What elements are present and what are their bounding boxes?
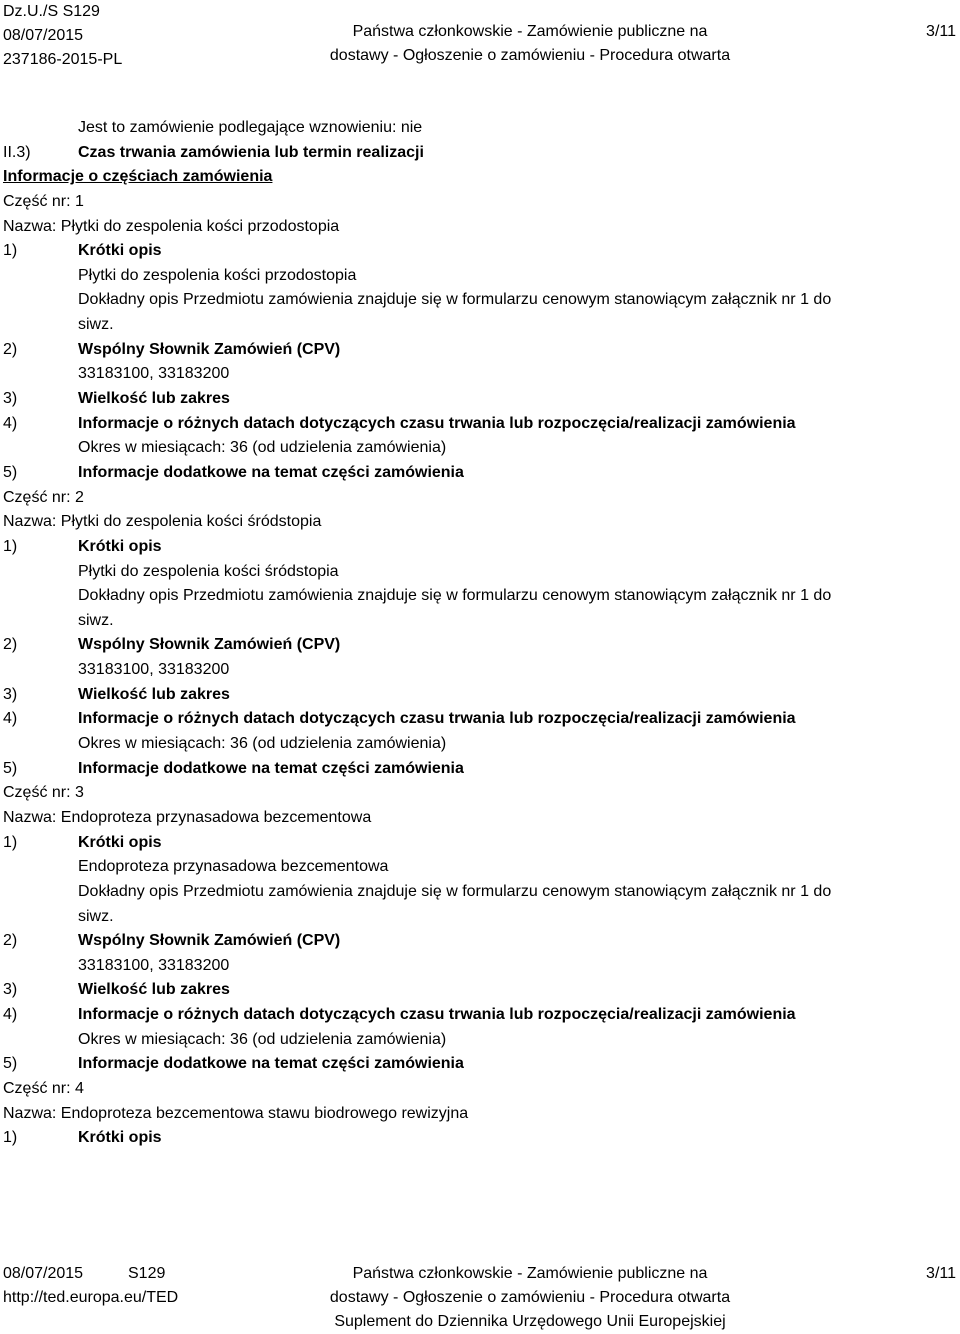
footer-title-line1: Państwa członkowskie - Zamówienie publiczne na (352, 1265, 708, 1282)
page-header (0, 0, 960, 70)
scope-heading: 3) Wielkość lub zakres (3, 685, 230, 703)
short-desc-text: Płytki do zespolenia kości śródstopia (78, 562, 339, 580)
short-desc-heading: 1) Krótki opis (3, 242, 162, 260)
footer-title-line3: Suplement do Dziennika Urzędowego Unii Europejskiej (334, 1313, 726, 1330)
cpv-heading: 2) Wspólny Słownik Zamówień (CPV) (3, 932, 341, 950)
short-desc-text: Endoproteza przynasadowa bezcementowa (78, 858, 389, 876)
footer-left (3, 1262, 178, 1310)
footer-title-line2: dostawy - Ogłoszenie o zamówieniu - Procedura otwarta (329, 1289, 731, 1306)
cpv-codes: 33183100, 33183200 (78, 365, 230, 383)
detail-text-cont: siwz. (78, 611, 114, 629)
footer-url: http://ted.europa.eu/TED (3, 1289, 179, 1306)
dates-heading: 4) Informacje o różnych datach dotyczących czasu trwania lub rozpoczęcia/realizacji zamówienia (3, 710, 796, 728)
detail-text-cont: siwz. (78, 907, 114, 925)
lot-number: Część nr: 4 (3, 1079, 84, 1097)
page-footer (0, 1262, 960, 1334)
footer-issue: S129 (128, 1265, 166, 1282)
renewal-line: Jest to zamówienie podlegające wznowieniu: nie (78, 119, 423, 136)
scope-heading: 3) Wielkość lub zakres (3, 981, 230, 999)
journal-ref: Dz.U./S S129 (3, 3, 100, 20)
dates-heading: 4) Informacje o różnych datach dotyczących czasu trwania lub rozpoczęcia/realizacji zamówienia (3, 414, 796, 432)
lot-name: Nazwa: Płytki do zespolenia kości przodostopia (3, 217, 340, 235)
lot-number: Część nr: 1 (3, 192, 84, 210)
lots-heading: Informacje o częściach zamówienia (3, 168, 273, 186)
cpv-codes: 33183100, 33183200 (78, 956, 230, 974)
section-heading: II.3) Czas trwania zamówienia lub termin realizacji (3, 143, 424, 161)
detail-text: Dokładny opis Przedmiotu zamówienia znajduje się w formularzu cenowym stanowiącym załącznik nr 1 do (78, 291, 832, 309)
short-desc-heading: 1) Krótki opis (3, 1129, 162, 1147)
extra-heading: 5) Informacje dodatkowe na temat części zamówienia (3, 463, 464, 481)
duration-text: Okres w miesiącach: 36 (od udzielenia zamówienia) (78, 1030, 447, 1048)
short-desc-heading: 1) Krótki opis (3, 833, 162, 851)
header-title-line1: Państwa członkowskie - Zamówienie publiczne na (352, 23, 708, 40)
detail-text-cont: siwz. (78, 316, 114, 334)
extra-heading: 5) Informacje dodatkowe na temat części zamówienia (3, 759, 464, 777)
duration-text: Okres w miesiącach: 36 (od udzielenia zamówienia) (78, 735, 447, 753)
header-left (3, 0, 122, 72)
header-title (290, 20, 770, 68)
extra-heading: 5) Informacje dodatkowe na temat części zamówienia (3, 1055, 464, 1073)
cpv-heading: 2) Wspólny Słownik Zamówień (CPV) (3, 340, 341, 358)
header-page-number: 3/11 (926, 23, 956, 40)
footer-page-number: 3/11 (926, 1265, 956, 1282)
short-desc-text: Płytki do zespolenia kości przodostopia (78, 266, 357, 284)
header-date: 08/07/2015 (3, 27, 84, 44)
footer-date: 08/07/2015 S129 (3, 1262, 178, 1286)
doc-id: 237186-2015-PL (3, 51, 123, 68)
detail-text: Dokładny opis Przedmiotu zamówienia znajduje się w formularzu cenowym stanowiącym załącznik nr 1 do (78, 587, 832, 605)
lot-name: Nazwa: Płytki do zespolenia kości śródstopia (3, 513, 322, 531)
cpv-heading: 2) Wspólny Słownik Zamówień (CPV) (3, 636, 341, 654)
lot-number: Część nr: 3 (3, 784, 84, 802)
detail-text: Dokładny opis Przedmiotu zamówienia znajduje się w formularzu cenowym stanowiącym załącznik nr 1 do (78, 882, 832, 900)
short-desc-heading: 1) Krótki opis (3, 537, 162, 555)
lot-name: Nazwa: Endoproteza przynasadowa bezcementowa (3, 808, 372, 826)
scope-heading: 3) Wielkość lub zakres (3, 390, 230, 408)
document-body (0, 116, 960, 1151)
dates-heading: 4) Informacje o różnych datach dotyczących czasu trwania lub rozpoczęcia/realizacji zamówienia (3, 1006, 796, 1024)
cpv-codes: 33183100, 33183200 (78, 661, 230, 679)
duration-text: Okres w miesiącach: 36 (od udzielenia zamówienia) (78, 439, 447, 457)
lot-name: Nazwa: Endoproteza bezcementowa stawu biodrowego rewizyjna (3, 1104, 469, 1122)
lot-number: Część nr: 2 (3, 488, 84, 506)
header-title-line2: dostawy - Ogłoszenie o zamówieniu - Procedura otwarta (329, 47, 731, 64)
footer-title (290, 1262, 770, 1334)
